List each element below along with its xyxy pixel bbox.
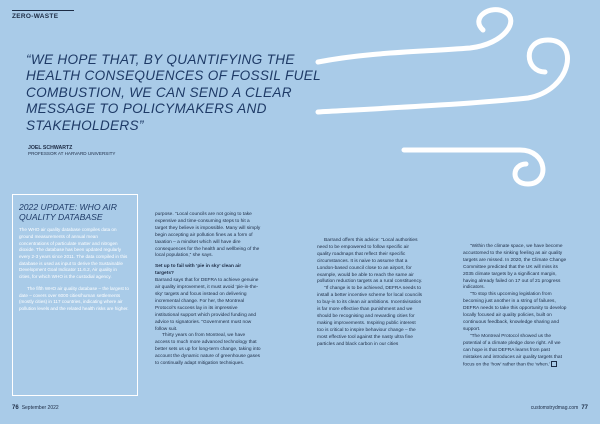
sidebar-paragraph: The fifth WHO air quality database – the largest to date – covers over 6000 cities/human settlements (mostly cities) in 117 countries, indicating where air pollution levels and the related health risks are higher. <box>19 285 129 311</box>
body-paragraph <box>463 334 569 370</box>
wind-line-lower <box>404 150 543 184</box>
article-column-1 <box>155 212 261 368</box>
subheading: Set up to fail with ‘pie in sky’ clean air targets? <box>155 264 242 277</box>
body-paragraph: “Within the climate space, we have become accustomed to the sinking feeling as air quality targets are missed. In 2020, the Climate Change Committee predicted that the UK will miss its 2035 climate targets by a significant margin, having already failed on 17 out of 21 progress indicators. <box>463 244 567 291</box>
body-paragraph: Thirty years on from Montreal, we have access to much more advanced technology that better sets us up for long-term change, taking into account the dynamic nature of greenhouse gases to continually adapt mitigation techniques. <box>155 333 261 367</box>
sidebar-box <box>12 194 138 396</box>
body-paragraph: Barrand offers this advice: “Local authorities need to be empowered to follow specific air quality roadmaps that reflect their specific circumstances. It is naive to assume that a London-based council close to an airport, for example, would be able to reach the same air pollution reduction targets as a rural constituency. <box>317 238 423 285</box>
website-url: customstrydmag.com <box>530 405 579 411</box>
body-paragraph: purpose. “Local councils are not going to take expensive and time-consuming steps to hit a target they believe is impossible. Many will simply begin accepting air pollution fines as a form of taxation – a mindset which will have dire consequences for the health and wellbeing of the local population,” she says. <box>155 212 261 259</box>
body-paragraph: “To stop this upcoming legislation from becoming just another in a string of failures, DEFRA needs to take this opportunity to develop locally focused air quality policies, built on continuous feedback, knowledge sharing and support. <box>463 292 567 332</box>
article-column-3 <box>463 244 569 370</box>
page-number-left: 76 <box>12 405 19 411</box>
sidebar-title: 2022 UPDATE: WHO AIR QUALITY DATABASE <box>19 202 117 222</box>
section-tag: ZERO-WASTE <box>12 10 74 20</box>
quote-attribution-role: PROFESSOR AT HARVARD UNIVERSITY <box>28 151 116 156</box>
closing-text: “The Montreal Protocol showed us the potential of a climate pledge done right. All we can hope is that DEFRA learns from past mistakes and introduces air quality targets that focus on the ‘how’ rather than the ‘when.’ <box>463 333 562 368</box>
wind-line-top <box>318 10 511 62</box>
folio-right <box>531 405 588 411</box>
issue-date: September 2022 <box>21 405 59 411</box>
page-number-right: 77 <box>581 405 588 411</box>
body-paragraph: “If change is to be achieved, DEFRA needs to install a better incentive scheme for local councils to buy-in to its clean air ambitions. Incentivisation is far more effective than punishment and we should be recognising and rewarding cities for making improvements. Inspiring public interest too is critical to inspire behaviour change – the most effective tool against the nasty ultra fine particles and black carbon in our cities <box>317 286 423 347</box>
folio-left <box>12 405 59 411</box>
pull-quote: “WE HOPE THAT, BY QUANTIFYING THE HEALTH CONSEQUENCES OF FOSSIL FUEL COMBUSTION, WE CAN SEND A CLEAR MESSAGE TO POLICYMAKERS AND STAKEHOLDERS” <box>26 52 321 133</box>
article-column-2 <box>317 238 423 349</box>
quote-attribution-name: JOEL SCHWARTZ <box>28 145 73 151</box>
sidebar-paragraph: The WHO air quality database compiles data on ground measurements of annual mean concentrations of particulate matter and nitrogen dioxide. The database has been updated regularly every 2-3 years since 2011. The data compiled in this database is used as input to derive the Sustainable Development Goal Indicator 11.6.2, Air quality in cities, for which WHO is the custodial agency. <box>19 227 128 280</box>
body-paragraph: Barrand says that for DEFRA to achieve genuine air quality improvement, it must avoid ‘pie-in-the-sky’ targets and focus instead on delivering incremental change. For her, the Montreal Protocol’s success lay in its impressive institutional support which provided funding and advice to signatories. “Government must now follow suit. <box>155 278 259 332</box>
square-end-icon <box>551 361 557 367</box>
